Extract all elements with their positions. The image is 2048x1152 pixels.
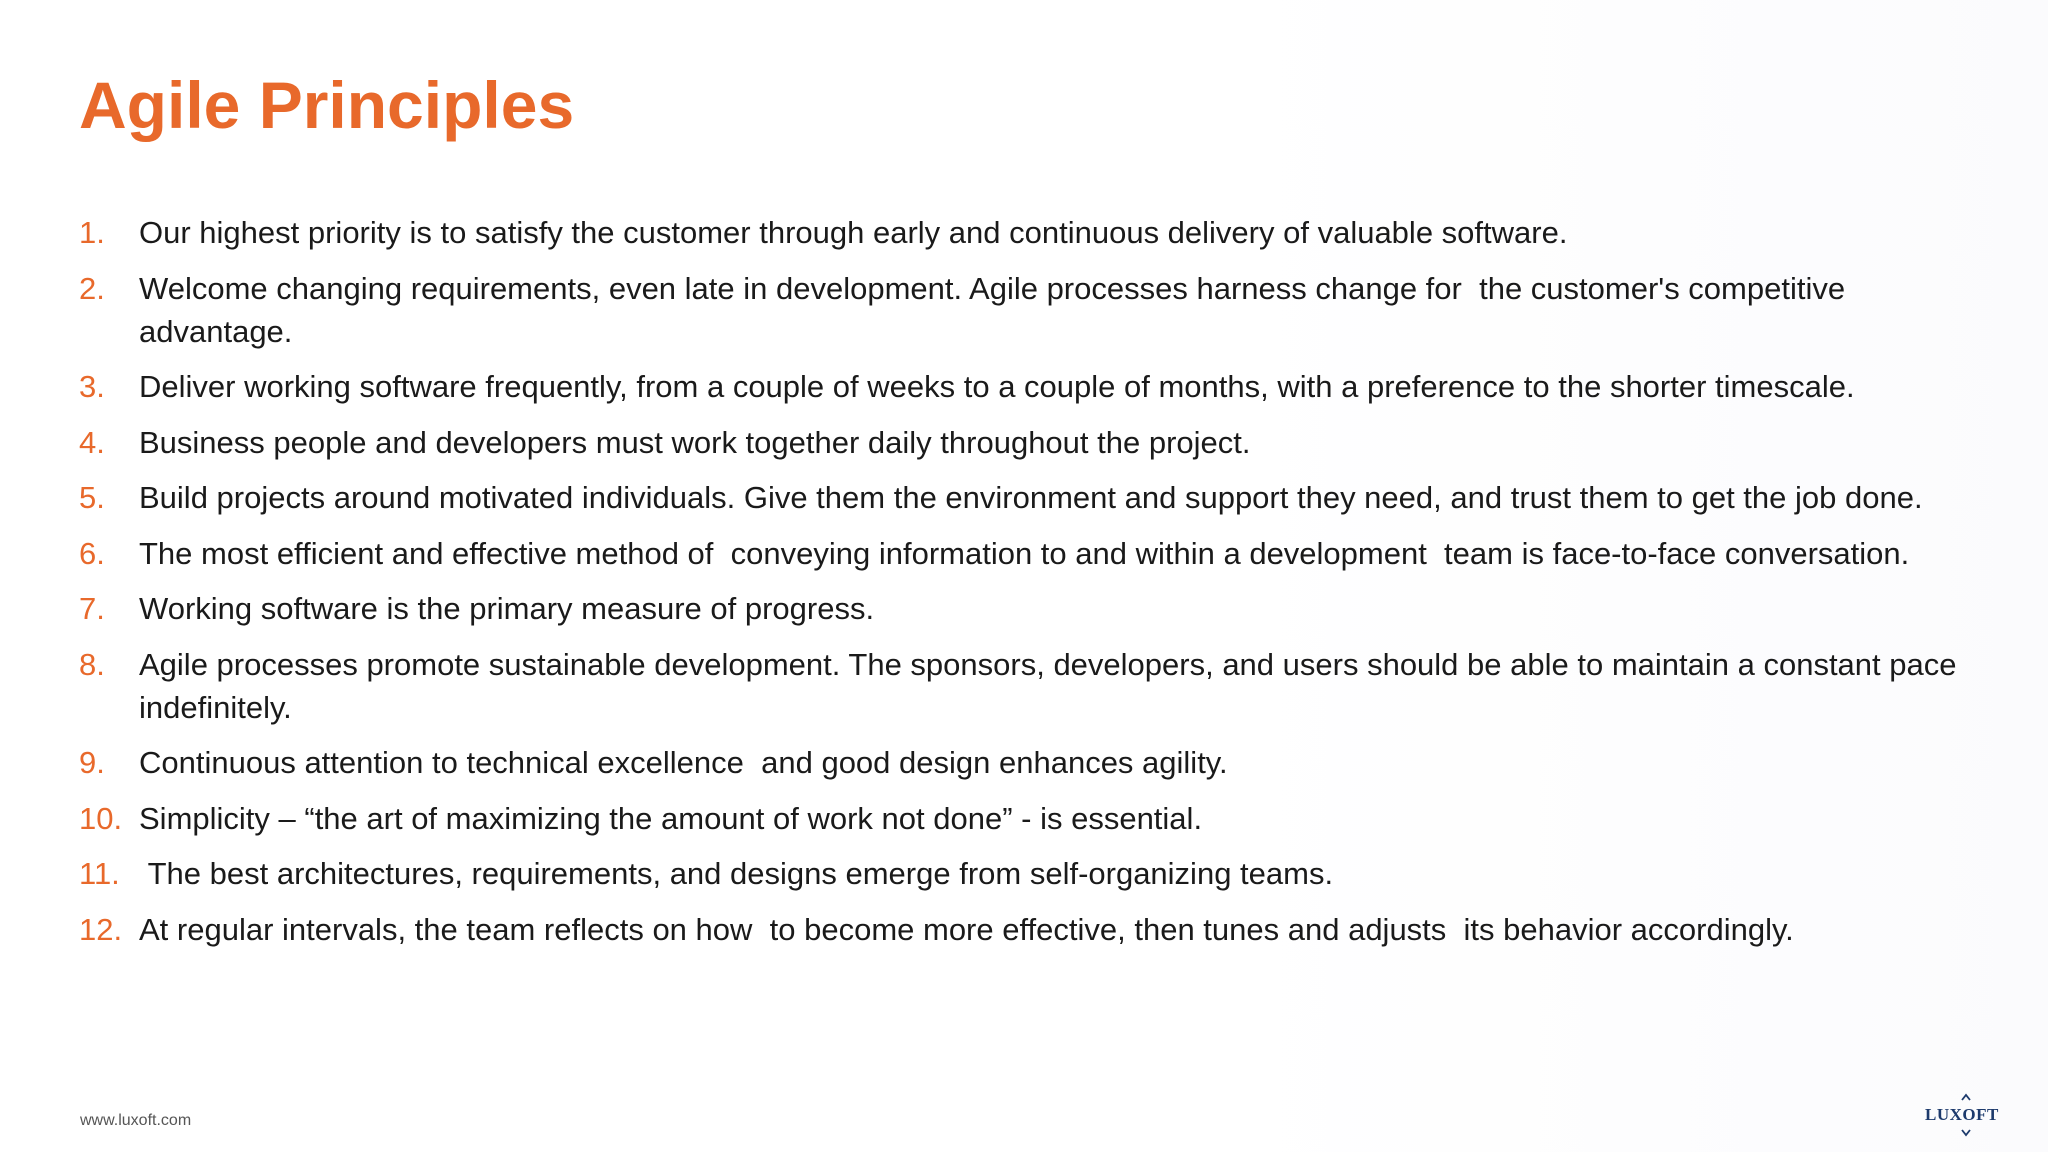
principle-text: Agile processes promote sustainable development. The sponsors, developers, and users should be able to maintain a constant pace indefinitely.	[139, 646, 1966, 725]
principle-item	[79, 852, 1979, 895]
principle-number: 3.	[79, 369, 105, 404]
principle-text: Working software is the primary measure of progress.	[139, 591, 875, 626]
footer-url: www.luxoft.com	[80, 1112, 192, 1129]
principle-item	[79, 797, 1979, 840]
principle-number: 9.	[79, 745, 105, 780]
principle-item	[79, 365, 1979, 408]
principle-text: Deliver working software frequently, from a couple of weeks to a couple of months, with a preference to the shorter timescale.	[139, 369, 1855, 404]
principle-text: Continuous attention to technical excellence and good design enhances agility.	[139, 745, 1228, 780]
principle-item	[79, 741, 1979, 784]
logo-down-chevron-icon	[1961, 1129, 1971, 1137]
principle-number: 12.	[79, 911, 123, 947]
logo-text: LUXOFT	[1925, 1105, 1999, 1124]
principle-number: 8.	[79, 646, 105, 682]
principle-number: 4.	[79, 424, 105, 460]
principles-list	[79, 211, 1979, 963]
logo-up-chevron-icon	[1961, 1093, 1971, 1101]
principle-item	[79, 643, 1979, 729]
principle-number: 2.	[79, 270, 105, 306]
principle-text: The most efficient and effective method of conveying information to and within a development team is face-to-face conversation.	[139, 535, 1910, 571]
principle-text: At regular intervals, the team reflects on how to become more effective, then tunes and adjusts its behavior accordingly.	[139, 911, 1794, 947]
principle-item	[79, 587, 1979, 630]
principle-number: 5.	[79, 480, 105, 515]
principle-item	[79, 267, 1979, 353]
principle-text: Our highest priority is to satisfy the customer through early and continuous delivery of valuable software.	[139, 215, 1568, 250]
principle-text: Simplicity – “the art of maximizing the amount of work not done” - is essential.	[139, 800, 1203, 836]
principle-number: 7.	[79, 591, 105, 626]
principle-number: 6.	[79, 535, 105, 571]
principle-item	[79, 532, 1979, 575]
principle-item	[79, 421, 1979, 464]
principle-text: The best architectures, requirements, and designs emerge from self-organizing teams.	[139, 856, 1334, 891]
principle-text: Build projects around motivated individuals. Give them the environment and support they need, and trust them to get the job done.	[139, 480, 1923, 515]
principle-item	[79, 476, 1979, 519]
principle-number: 11.	[79, 856, 120, 891]
principle-item	[79, 211, 1979, 254]
principle-item	[79, 908, 1979, 951]
luxoft-logo	[1925, 1091, 2013, 1141]
principle-text: Business people and developers must work together daily throughout the project.	[139, 424, 1251, 460]
principle-number: 1.	[79, 215, 105, 250]
slide-title: Agile Principles	[79, 68, 575, 142]
principle-number: 10.	[79, 800, 123, 836]
principle-text: Welcome changing requirements, even late in development. Agile processes harness change for the customer's competitive advantage.	[139, 270, 1854, 349]
